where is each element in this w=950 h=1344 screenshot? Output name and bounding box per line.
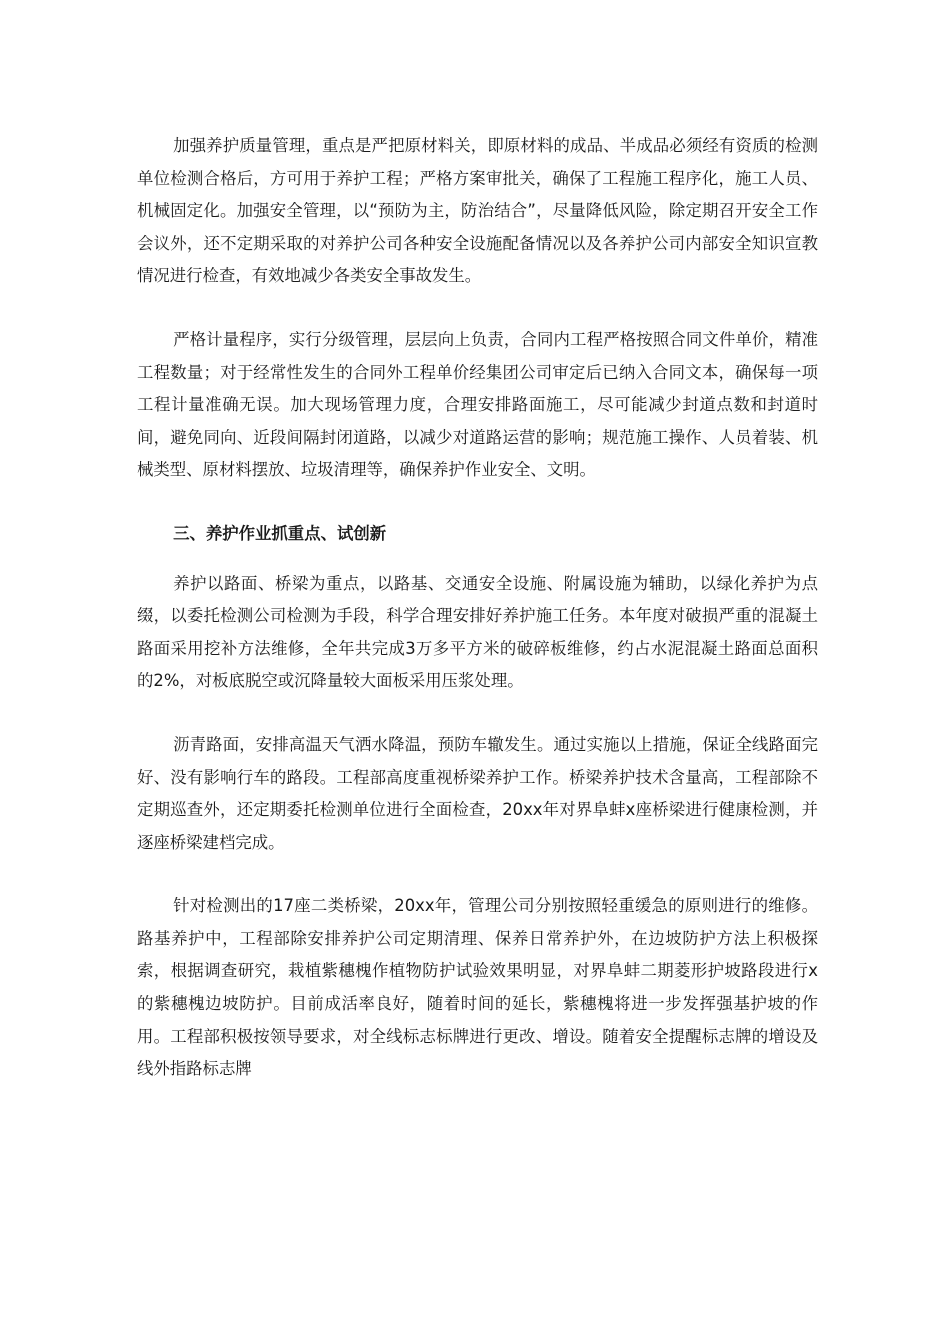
section-heading: 三、养护作业抓重点、试创新 — [173, 523, 387, 543]
paragraph-asphalt-road: 沥青路面，安排高温天气洒水降温，预防车辙发生。通过实施以上措施，保证全线路面完好、没有影响行车的路段。工程部高度重视桥梁养护工作。桥梁养护技术含量高，工程部除不定期巡查外，还定期委托检测单位进行全面检查，20xx年对界阜蚌x座桥梁进行健康检测，并逐座桥梁建档完成。 — [137, 734, 818, 852]
document-body — [137, 130, 818, 1117]
paragraph-bridge-repair: 针对检测出的17座二类桥梁，20xx年，管理公司分别按照轻重缓急的原则进行的维修。路基养护中，工程部除安排养护公司定期清理、保养日常养护外，在边坡防护方法上积极探索，根据调查研究，栽植紫穗槐作植物防护试验效果明显，对界阜蚌二期菱形护坡路段进行x的紫穗槐边坡防护。目前成活率良好，随着时间的延长，紫穗槐将进一步发挥强基护坡的作用。工程部积极按领导要求，对全线标志标牌进行更改、增设。随着安全提醒标志牌的增设及线外指路标志牌 — [137, 896, 818, 1079]
paragraph-measurement-procedure: 严格计量程序，实行分级管理，层层向上负责，合同内工程严格按照合同文件单价，精准工程数量；对于经常性发生的合同外工程单价经集团公司审定后已纳入合同文本，确保每一项工程计量准确无误。加大现场管理力度，合理安排路面施工，尽可能减少封道点数和封道时间，避免同向、近段间隔封闭道路，以减少对道路运营的影响；规范施工操作、人员着装、机械类型、原材料摆放、垃圾清理等，确保养护作业安全、文明。 — [137, 329, 818, 480]
paragraph-quality-management: 加强养护质量管理，重点是严把原材料关，即原材料的成品、半成品必须经有资质的检测单位检测合格后，方可用于养护工程；严格方案审批关，确保了工程施工程序化，施工人员、机械固定化。加强安全管理，以“预防为主，防治结合”，尽量降低风险，除定期召开安全工作会议外，还不定期采取的对养护公司各种安全设施配备情况以及各养护公司内部安全知识宣教情况进行检查，有效地减少各类安全事故发生。 — [137, 136, 818, 286]
paragraph-road-bridge-maintenance: 养护以路面、桥梁为重点，以路基、交通安全设施、附属设施为辅助，以绿化养护为点缀，以委托检测公司检测为手段，科学合理安排好养护施工任务。本年度对破损严重的混凝土路面采用挖补方法维修，全年共完成3万多平方米的破碎板维修，约占水泥混凝土路面总面积的2%，对板底脱空或沉降量较大面板采用压浆处理。 — [137, 573, 818, 691]
